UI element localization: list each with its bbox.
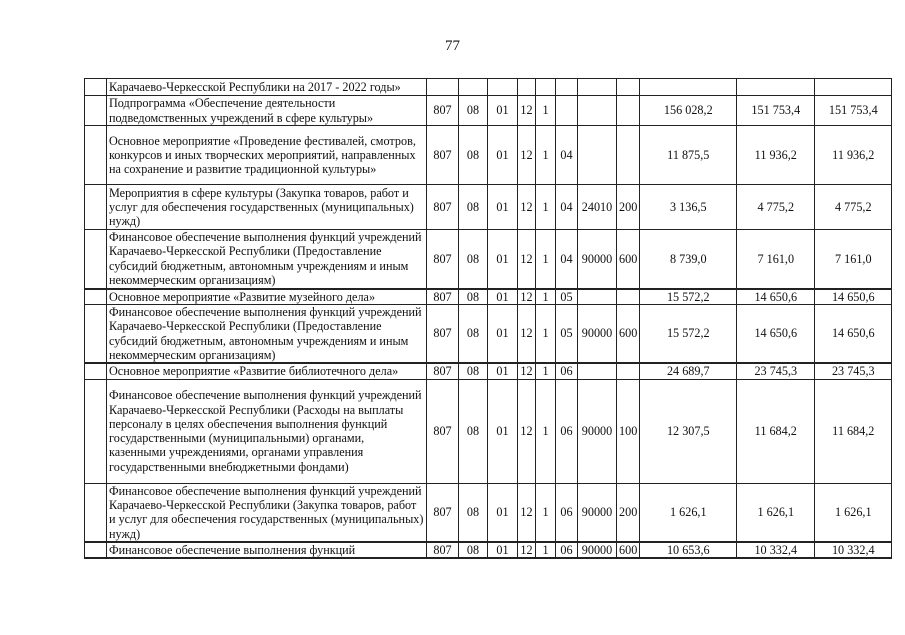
code-cell-prog: 12 [518, 363, 536, 379]
code-cell-sub: 1 [536, 542, 556, 558]
item-name-cell: Финансовое обеспечение выполнения функций учреждений Карачаево-Черкесской Республики (Предоставление субсидий бюджетным, автономным учреждениям и иным некоммерческим организациям) [107, 304, 427, 363]
code-cell-admin: 807 [427, 379, 459, 483]
amount-cell-y2021: 14 650,6 [737, 304, 815, 363]
amount-cell-y2022: 10 332,4 [815, 542, 892, 558]
code-cell-direction [578, 126, 617, 185]
amount-cell-y2021: 14 650,6 [737, 289, 815, 305]
table-row [85, 126, 892, 185]
margin-cell [85, 185, 107, 230]
code-cell-expense-type: 200 [617, 483, 640, 542]
amount-cell-y2021: 11 684,2 [737, 379, 815, 483]
amount-cell-y2020: 1 626,1 [640, 483, 737, 542]
amount-cell-y2020: 8 739,0 [640, 230, 737, 289]
code-cell-sub: 1 [536, 363, 556, 379]
table-row [85, 230, 892, 289]
code-cell-subsection: 01 [488, 185, 518, 230]
code-cell-admin: 807 [427, 483, 459, 542]
code-cell-section: 08 [459, 230, 488, 289]
code-cell-event: 06 [556, 363, 578, 379]
code-cell-admin: 807 [427, 185, 459, 230]
code-cell-subsection: 01 [488, 289, 518, 305]
code-cell-direction: 90000 [578, 542, 617, 558]
code-cell-subsection: 01 [488, 126, 518, 185]
table-row [85, 289, 892, 305]
code-cell-direction: 90000 [578, 230, 617, 289]
margin-cell [85, 230, 107, 289]
item-name-cell: Мероприятия в сфере культуры (Закупка товаров, работ и услуг для обеспечения государственных (муниципальных) нужд) [107, 185, 427, 230]
amount-cell-y2022: 11 684,2 [815, 379, 892, 483]
amount-cell-y2022: 7 161,0 [815, 230, 892, 289]
code-cell-subsection: 01 [488, 379, 518, 483]
code-cell-section: 08 [459, 379, 488, 483]
code-cell-event: 04 [556, 185, 578, 230]
amount-cell-y2020: 15 572,2 [640, 289, 737, 305]
amount-cell-y2020: 10 653,6 [640, 542, 737, 558]
amount-cell-y2022: 11 936,2 [815, 126, 892, 185]
code-cell-sub: 1 [536, 483, 556, 542]
code-cell-expense-type: 100 [617, 379, 640, 483]
code-cell-admin: 807 [427, 542, 459, 558]
code-cell-admin: 807 [427, 230, 459, 289]
amount-cell-y2020: 11 875,5 [640, 126, 737, 185]
item-name-cell: Основное мероприятие «Развитие музейного дела» [107, 289, 427, 305]
code-cell-event [556, 79, 578, 96]
code-cell-event [556, 96, 578, 126]
table-body [85, 79, 892, 559]
code-cell-event: 05 [556, 304, 578, 363]
code-cell-sub: 1 [536, 289, 556, 305]
code-cell-expense-type [617, 79, 640, 96]
code-cell-admin [427, 79, 459, 96]
item-name-cell: Финансовое обеспечение выполнения функций [107, 542, 427, 558]
code-cell-subsection: 01 [488, 483, 518, 542]
amount-cell-y2022: 151 753,4 [815, 96, 892, 126]
code-cell-expense-type [617, 363, 640, 379]
code-cell-prog [518, 79, 536, 96]
amount-cell-y2021 [737, 79, 815, 96]
code-cell-prog: 12 [518, 483, 536, 542]
code-cell-section: 08 [459, 542, 488, 558]
code-cell-sub: 1 [536, 304, 556, 363]
amount-cell-y2021: 10 332,4 [737, 542, 815, 558]
table-row [85, 304, 892, 363]
item-name-cell: Карачаево-Черкесской Республики на 2017 - 2022 годы» [107, 79, 427, 96]
code-cell-prog: 12 [518, 289, 536, 305]
item-name-cell: Финансовое обеспечение выполнения функций учреждений Карачаево-Черкесской Республики (Расходы на выплаты персоналу в целях обеспечения выполнения функций государственными (муниципальными) органами, казенными учреждениями, органами управления государственными внебюджетными фондами) [107, 379, 427, 483]
amount-cell-y2022: 4 775,2 [815, 185, 892, 230]
table-row [85, 185, 892, 230]
table-row [85, 363, 892, 379]
margin-cell [85, 289, 107, 305]
code-cell-direction [578, 363, 617, 379]
code-cell-prog: 12 [518, 96, 536, 126]
code-cell-direction: 90000 [578, 379, 617, 483]
amount-cell-y2022: 14 650,6 [815, 304, 892, 363]
code-cell-expense-type [617, 289, 640, 305]
margin-cell [85, 542, 107, 558]
amount-cell-y2020: 24 689,7 [640, 363, 737, 379]
code-cell-event: 04 [556, 230, 578, 289]
code-cell-expense-type: 600 [617, 230, 640, 289]
code-cell-section: 08 [459, 304, 488, 363]
code-cell-prog: 12 [518, 379, 536, 483]
code-cell-event: 05 [556, 289, 578, 305]
code-cell-subsection: 01 [488, 96, 518, 126]
amount-cell-y2020: 156 028,2 [640, 96, 737, 126]
margin-cell [85, 126, 107, 185]
amount-cell-y2021: 151 753,4 [737, 96, 815, 126]
amount-cell-y2022: 14 650,6 [815, 289, 892, 305]
code-cell-expense-type: 200 [617, 185, 640, 230]
code-cell-subsection: 01 [488, 363, 518, 379]
item-name-cell: Подпрограмма «Обеспечение деятельности подведомственных учреждений в сфере культуры» [107, 96, 427, 126]
code-cell-sub: 1 [536, 126, 556, 185]
amount-cell-y2020: 15 572,2 [640, 304, 737, 363]
table-row [85, 96, 892, 126]
code-cell-prog: 12 [518, 542, 536, 558]
margin-cell [85, 96, 107, 126]
item-name-cell: Основное мероприятие «Проведение фестивалей, смотров, конкурсов и иных творческих мероприятий, направленных на сохранение и развитие традиционной культуры» [107, 126, 427, 185]
amount-cell-y2021: 23 745,3 [737, 363, 815, 379]
margin-cell [85, 304, 107, 363]
margin-cell [85, 79, 107, 96]
amount-cell-y2021: 11 936,2 [737, 126, 815, 185]
code-cell-subsection: 01 [488, 542, 518, 558]
item-name-cell: Основное мероприятие «Развитие библиотечного дела» [107, 363, 427, 379]
budget-table [84, 78, 892, 559]
code-cell-section: 08 [459, 289, 488, 305]
code-cell-section: 08 [459, 185, 488, 230]
amount-cell-y2021: 1 626,1 [737, 483, 815, 542]
item-name-cell: Финансовое обеспечение выполнения функций учреждений Карачаево-Черкесской Республики (Закупка товаров, работ и услуг для обеспечения государственных (муниципальных) нужд) [107, 483, 427, 542]
code-cell-section: 08 [459, 483, 488, 542]
table-row [85, 79, 892, 96]
amount-cell-y2021: 7 161,0 [737, 230, 815, 289]
code-cell-admin: 807 [427, 304, 459, 363]
code-cell-direction [578, 289, 617, 305]
item-name-cell: Финансовое обеспечение выполнения функций учреждений Карачаево-Черкесской Республики (Предоставление субсидий бюджетным, автономным учреждениям и иным некоммерческим организациям) [107, 230, 427, 289]
code-cell-section: 08 [459, 96, 488, 126]
table-row [85, 542, 892, 558]
code-cell-admin: 807 [427, 363, 459, 379]
code-cell-direction [578, 96, 617, 126]
code-cell-event: 06 [556, 542, 578, 558]
code-cell-expense-type [617, 96, 640, 126]
table-row [85, 483, 892, 542]
code-cell-expense-type [617, 126, 640, 185]
code-cell-prog: 12 [518, 230, 536, 289]
code-cell-event: 06 [556, 483, 578, 542]
code-cell-direction: 90000 [578, 304, 617, 363]
margin-cell [85, 363, 107, 379]
code-cell-section: 08 [459, 363, 488, 379]
code-cell-prog: 12 [518, 304, 536, 363]
code-cell-sub: 1 [536, 230, 556, 289]
page-number: 77 [445, 38, 460, 54]
margin-cell [85, 483, 107, 542]
code-cell-admin: 807 [427, 289, 459, 305]
code-cell-direction: 90000 [578, 483, 617, 542]
code-cell-expense-type: 600 [617, 304, 640, 363]
code-cell-prog: 12 [518, 185, 536, 230]
code-cell-sub: 1 [536, 379, 556, 483]
code-cell-subsection: 01 [488, 304, 518, 363]
code-cell-sub: 1 [536, 96, 556, 126]
amount-cell-y2020 [640, 79, 737, 96]
code-cell-expense-type: 600 [617, 542, 640, 558]
code-cell-admin: 807 [427, 96, 459, 126]
code-cell-subsection: 01 [488, 230, 518, 289]
code-cell-subsection [488, 79, 518, 96]
code-cell-direction: 24010 [578, 185, 617, 230]
code-cell-admin: 807 [427, 126, 459, 185]
amount-cell-y2020: 3 136,5 [640, 185, 737, 230]
amount-cell-y2022: 23 745,3 [815, 363, 892, 379]
amount-cell-y2022 [815, 79, 892, 96]
code-cell-sub: 1 [536, 185, 556, 230]
table-row [85, 379, 892, 483]
amount-cell-y2022: 1 626,1 [815, 483, 892, 542]
code-cell-direction [578, 79, 617, 96]
code-cell-section: 08 [459, 126, 488, 185]
amount-cell-y2021: 4 775,2 [737, 185, 815, 230]
amount-cell-y2020: 12 307,5 [640, 379, 737, 483]
code-cell-prog: 12 [518, 126, 536, 185]
code-cell-section [459, 79, 488, 96]
margin-cell [85, 379, 107, 483]
code-cell-sub [536, 79, 556, 96]
code-cell-event: 04 [556, 126, 578, 185]
code-cell-event: 06 [556, 379, 578, 483]
